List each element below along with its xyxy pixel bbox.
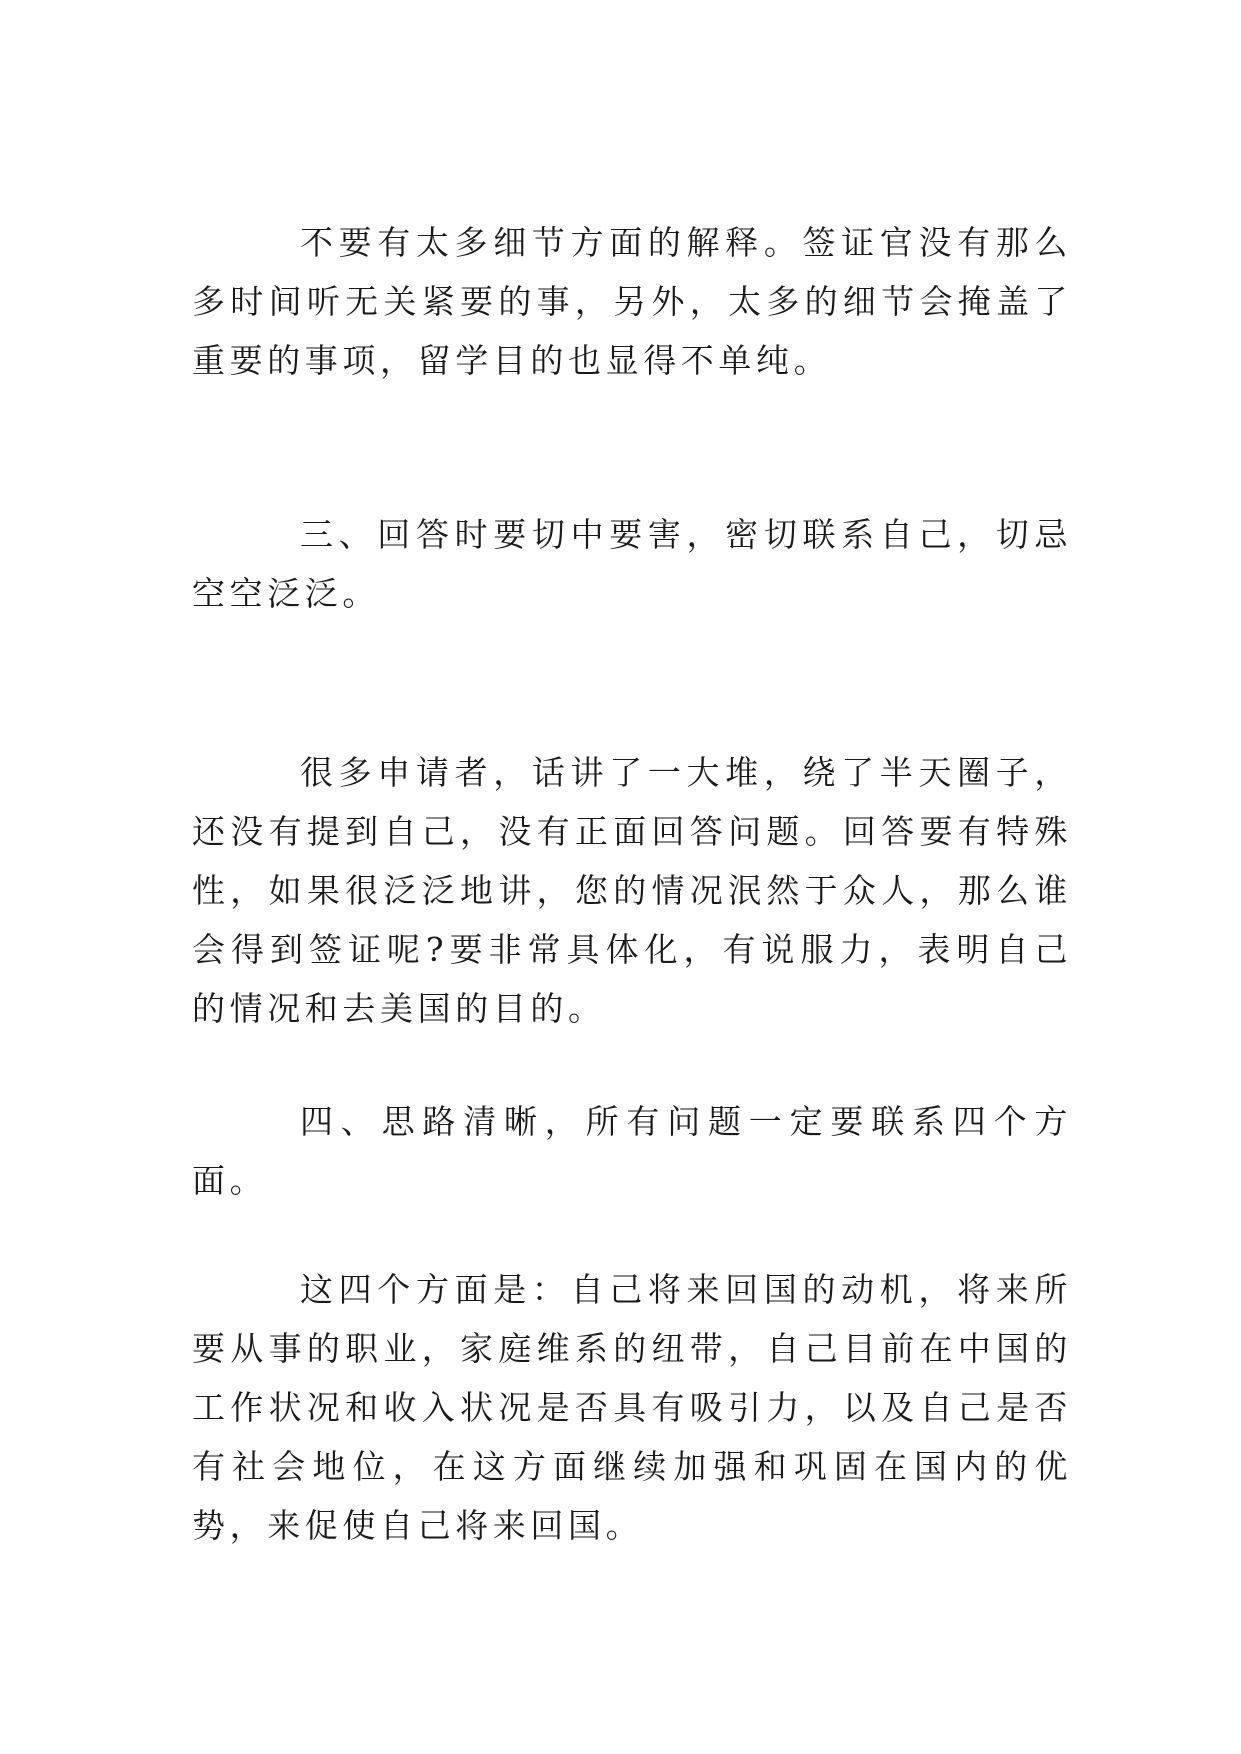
body-paragraph-four-aspects: 这四个方面是：自己将来回国的动机，将来所要从事的职业，家庭维系的纽带，自己目前在中国的工作状况和收入状况是否具有吸引力，以及自己是否有社会地位，在这方面继续加强和巩固在国内的优势，来促使自己将来回国。 — [192, 1270, 1072, 1545]
body-paragraph-specificity: 很多申请者，话讲了一大堆，绕了半天圈子，还没有提到自己，没有正面回答问题。回答要有特殊性，如果很泛泛地讲，您的情况泯然于众人，那么谁会得到签证呢?要非常具体化，有说服力，表明自己的情况和去美国的目的。 — [192, 753, 1072, 1028]
section-heading-four: 四、思路清晰，所有问题一定要联系四个方面。 — [192, 1102, 1072, 1200]
section-heading-three: 三、回答时要切中要害，密切联系自己，切忌空空泛泛。 — [192, 515, 1072, 613]
body-paragraph-detail-advice: 不要有太多细节方面的解释。签证官没有那么多时间听无关紧要的事，另外，太多的细节会掩盖了重要的事项，留学目的也显得不单纯。 — [192, 223, 1072, 380]
